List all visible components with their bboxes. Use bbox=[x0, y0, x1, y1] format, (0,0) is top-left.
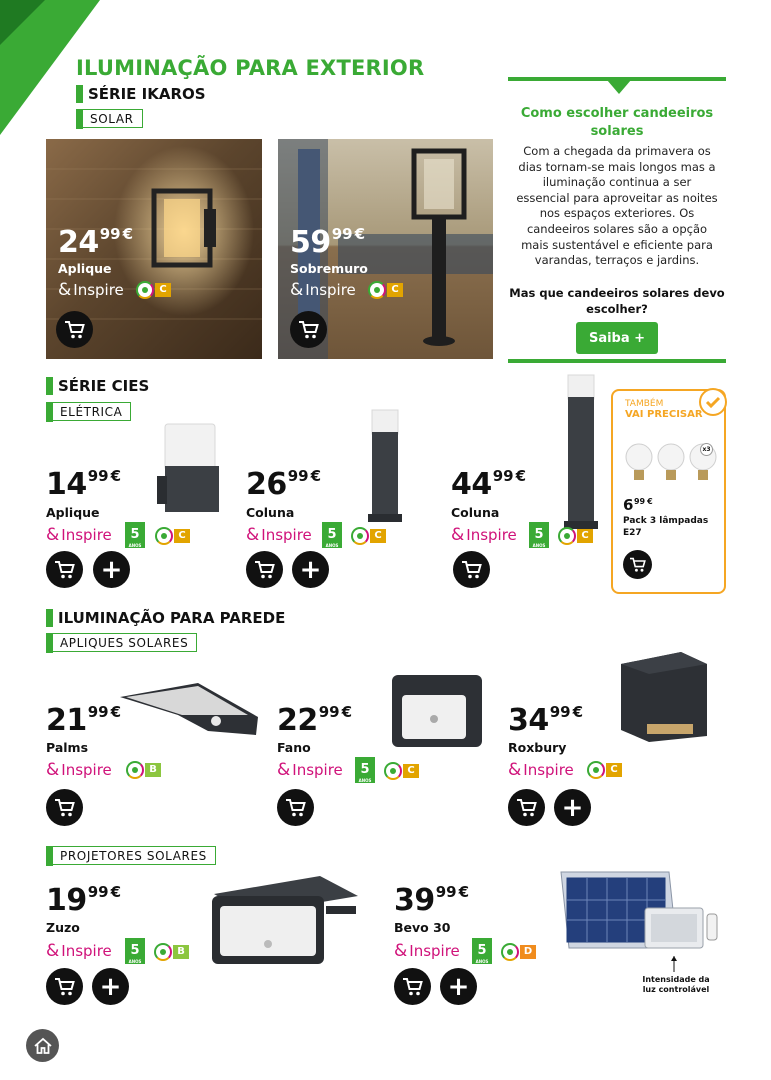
add-to-cart-button[interactable] bbox=[46, 968, 83, 1005]
price-fano: 2299 € bbox=[277, 703, 353, 738]
add-to-cart-button[interactable] bbox=[508, 789, 545, 826]
section-title-cies: SÉRIE CIES bbox=[46, 377, 149, 395]
cart-icon bbox=[54, 560, 76, 580]
warranty-badge: 5 ANOS bbox=[529, 526, 549, 548]
price-zuzo: 1999 € bbox=[46, 883, 122, 918]
product-image-fano bbox=[390, 671, 485, 749]
product-name-sobremuro: Sobremuro bbox=[290, 261, 368, 276]
energy-label: C bbox=[384, 763, 419, 779]
cart-icon bbox=[254, 560, 276, 580]
energy-label: C bbox=[558, 528, 593, 544]
product-image-zuzo bbox=[210, 874, 362, 966]
add-to-cart-button[interactable] bbox=[246, 551, 283, 588]
product-image-coluna-cies-1 bbox=[366, 408, 406, 524]
product-name-aplique-ikaros: Aplique bbox=[58, 261, 112, 276]
box-notch bbox=[607, 80, 631, 94]
cart-icon bbox=[285, 798, 307, 818]
product-name-bevo: Bevo 30 bbox=[394, 920, 451, 935]
price-coluna-cies-1: 2699 € bbox=[246, 467, 322, 502]
product-photo-sobremuro bbox=[278, 139, 493, 359]
price-coluna-cies-2: 4499 € bbox=[451, 467, 527, 502]
energy-label: C bbox=[368, 282, 403, 298]
product-name-lampadas-type: E27 bbox=[623, 528, 642, 538]
also-needed-box bbox=[611, 389, 726, 594]
info-box-text: Com a chegada da primavera os dias tornam-se mais longos mas a iluminação continua a ser essencial para aproveitar as noites nos espaços exteriores. Os candeeiros solares são a opção mais sustentável e eficiente para varandas, terraços e jardins. bbox=[516, 144, 718, 268]
info-box-question: Mas que candeeiros solares devo escolher? bbox=[509, 286, 725, 316]
warranty-badge: 5 ANOS bbox=[125, 942, 145, 964]
product-image-coluna-cies-2 bbox=[564, 373, 600, 531]
plus-icon: + bbox=[299, 554, 322, 585]
add-more-button[interactable] bbox=[92, 968, 129, 1005]
add-more-button[interactable] bbox=[554, 789, 591, 826]
product-image-aplique-cies bbox=[155, 422, 225, 514]
add-to-cart-button[interactable] bbox=[46, 789, 83, 826]
energy-label: B bbox=[126, 762, 161, 778]
product-name-lampadas: Pack 3 lâmpadas bbox=[623, 516, 709, 526]
brand-inspire: & Inspire bbox=[46, 941, 112, 961]
brand-inspire: & Inspire bbox=[46, 525, 112, 545]
also-label-strong: VAI PRECISAR bbox=[625, 409, 703, 420]
warranty-badge: 5 ANOS bbox=[472, 942, 492, 964]
warranty-badge: 5 ANOS bbox=[125, 526, 145, 548]
product-name-roxbury: Roxbury bbox=[508, 740, 567, 755]
brand-inspire: & Inspire bbox=[58, 280, 124, 300]
price-aplique-cies: 1499 € bbox=[46, 467, 122, 502]
product-image-palms bbox=[118, 681, 260, 739]
home-icon bbox=[33, 1037, 53, 1055]
bulb-count-badge: x3 bbox=[700, 443, 713, 456]
home-button[interactable] bbox=[26, 1029, 59, 1062]
plus-icon: + bbox=[99, 971, 122, 1002]
plus-icon: + bbox=[447, 971, 470, 1002]
product-photo-aplique-ikaros bbox=[46, 139, 262, 359]
add-to-cart-button[interactable] bbox=[56, 311, 93, 348]
tag-apliques-solares: APLIQUES SOLARES bbox=[46, 633, 197, 652]
energy-label: C bbox=[155, 528, 190, 544]
tag-solar: SOLAR bbox=[76, 109, 143, 128]
energy-label: B bbox=[154, 944, 189, 960]
add-more-button[interactable] bbox=[440, 968, 477, 1005]
warranty-badge: 5 ANOS bbox=[355, 761, 375, 783]
price-roxbury: 3499 € bbox=[508, 703, 584, 738]
add-to-cart-button[interactable] bbox=[290, 311, 327, 348]
energy-label: C bbox=[136, 282, 171, 298]
info-box-solar bbox=[508, 77, 726, 363]
cart-icon bbox=[461, 560, 483, 580]
cart-icon bbox=[516, 798, 538, 818]
product-image-roxbury bbox=[619, 650, 709, 742]
price-bevo: 3999 € bbox=[394, 883, 470, 918]
saiba-mais-button[interactable]: Saiba + bbox=[576, 322, 658, 354]
product-name-aplique-cies: Aplique bbox=[46, 505, 100, 520]
plus-icon: + bbox=[561, 792, 584, 823]
add-more-button[interactable] bbox=[93, 551, 130, 588]
product-name-coluna-cies-2: Coluna bbox=[451, 505, 500, 520]
check-icon bbox=[699, 388, 727, 416]
add-to-cart-button[interactable] bbox=[453, 551, 490, 588]
add-to-cart-button[interactable] bbox=[623, 550, 652, 579]
product-name-fano: Fano bbox=[277, 740, 311, 755]
energy-label: C bbox=[587, 762, 622, 778]
warranty-badge: 5 ANOS bbox=[322, 526, 342, 548]
cart-icon bbox=[298, 320, 320, 340]
section-title-parede: ILUMINAÇÃO PARA PAREDE bbox=[46, 609, 285, 627]
product-name-zuzo: Zuzo bbox=[46, 920, 80, 935]
add-more-button[interactable] bbox=[292, 551, 329, 588]
brand-inspire: & Inspire bbox=[246, 525, 312, 545]
brand-inspire: & Inspire bbox=[394, 941, 460, 961]
brand-inspire: & Inspire bbox=[451, 525, 517, 545]
cart-icon bbox=[629, 557, 647, 573]
info-box-title: Como escolher candeeiros solares bbox=[520, 106, 714, 139]
page-title: ILUMINAÇÃO PARA EXTERIOR bbox=[76, 56, 425, 80]
cart-icon bbox=[402, 977, 424, 997]
brand-inspire: & Inspire bbox=[46, 760, 112, 780]
plus-icon: + bbox=[100, 554, 123, 585]
cart-icon bbox=[54, 798, 76, 818]
tag-projetores-solares: PROJETORES SOLARES bbox=[46, 846, 216, 865]
product-name-palms: Palms bbox=[46, 740, 89, 755]
brand-inspire: & Inspire bbox=[508, 760, 574, 780]
brand-inspire: & Inspire bbox=[290, 280, 356, 300]
add-to-cart-button[interactable] bbox=[46, 551, 83, 588]
section-title-ikaros: SÉRIE IKAROS bbox=[76, 85, 206, 103]
cart-icon bbox=[64, 320, 86, 340]
brand-inspire: & Inspire bbox=[277, 760, 343, 780]
add-to-cart-button[interactable] bbox=[277, 789, 314, 826]
feature-note: Intensidade da luz controlável bbox=[642, 975, 710, 994]
price-sobremuro: 5999 € bbox=[290, 225, 366, 260]
add-to-cart-button[interactable] bbox=[394, 968, 431, 1005]
cart-icon bbox=[54, 977, 76, 997]
product-name-coluna-cies-1: Coluna bbox=[246, 505, 295, 520]
also-label: TAMBÉM bbox=[625, 399, 664, 409]
energy-label: D bbox=[501, 944, 536, 960]
price-lampadas: $6^{99}$ € bbox=[623, 496, 653, 514]
tag-eletrica: ELÉTRICA bbox=[46, 402, 131, 421]
price-aplique-ikaros: 2499 € bbox=[58, 225, 134, 260]
energy-label: C bbox=[351, 528, 386, 544]
price-palms: 2199 € bbox=[46, 703, 122, 738]
product-image-bevo bbox=[557, 868, 727, 974]
pointer-line bbox=[668, 956, 680, 974]
